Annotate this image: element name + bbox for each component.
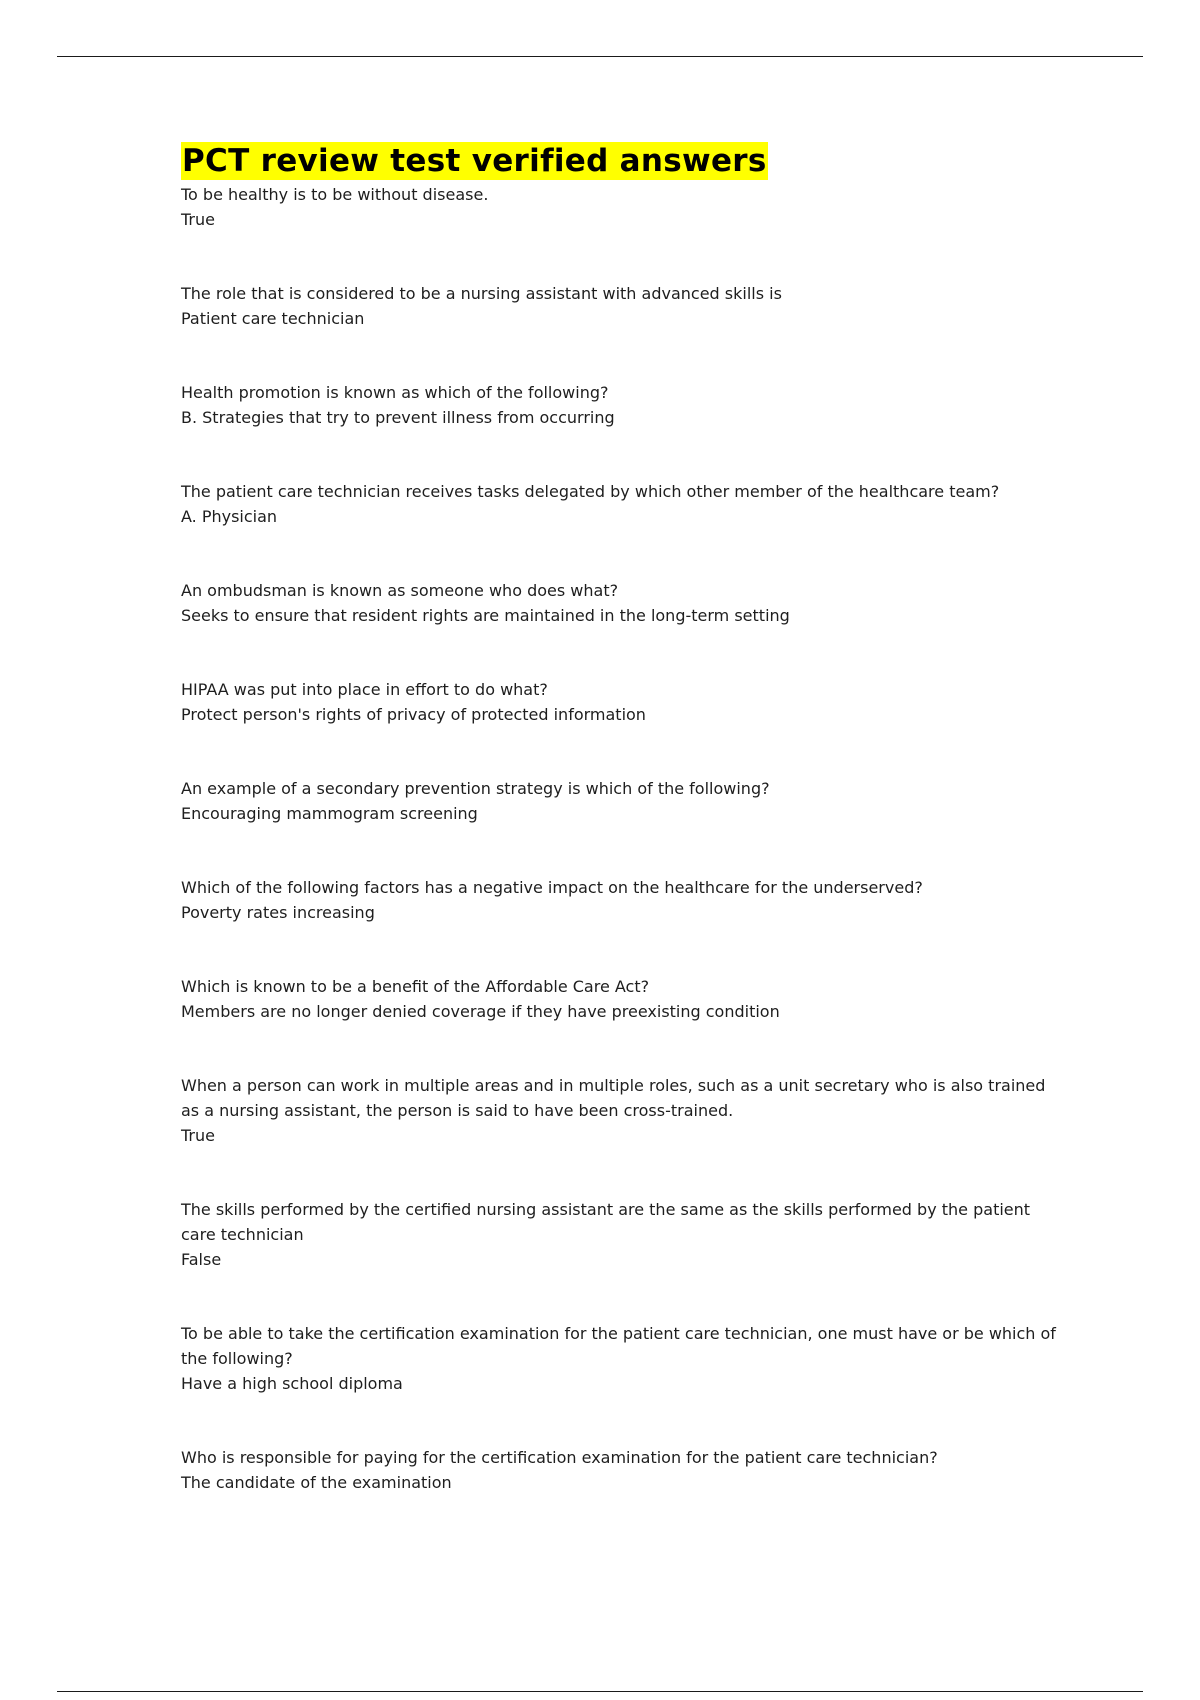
qa-item	[181, 1073, 1061, 1148]
question-text: HIPAA was put into place in effort to do what?	[181, 680, 548, 699]
question-text: The patient care technician receives tasks delegated by which other member of the healthcare team?	[181, 482, 1000, 501]
title-block	[181, 142, 1061, 182]
question-text: To be able to take the certification examination for the patient care technician, one must have or be which of the following?	[181, 1324, 1056, 1368]
answer-text: Members are no longer denied coverage if they have preexisting condition	[181, 1002, 780, 1021]
qa-item	[181, 578, 1061, 628]
answer-text: Have a high school diploma	[181, 1374, 403, 1393]
question-text: The skills performed by the certified nursing assistant are the same as the skills performed by the patient care technician	[181, 1200, 1031, 1244]
qa-item	[181, 1197, 1061, 1272]
qa-item	[181, 974, 1061, 1024]
answer-text: Poverty rates increasing	[181, 903, 375, 922]
answer-text: True	[181, 210, 215, 229]
document-body	[181, 142, 1061, 1495]
answer-text: Seeks to ensure that resident rights are maintained in the long-term setting	[181, 606, 790, 625]
qa-item	[181, 1321, 1061, 1396]
qa-list	[181, 182, 1061, 1495]
qa-item	[181, 281, 1061, 331]
answer-text: B. Strategies that try to prevent illness from occurring	[181, 408, 615, 427]
question-text: An ombudsman is known as someone who does what?	[181, 581, 619, 600]
qa-item	[181, 776, 1061, 826]
question-text: To be healthy is to be without disease.	[181, 185, 489, 204]
answer-text: Patient care technician	[181, 309, 365, 328]
page-top-rule	[57, 56, 1143, 57]
qa-item	[181, 479, 1061, 529]
question-text: Which is known to be a benefit of the Affordable Care Act?	[181, 977, 650, 996]
qa-item	[181, 182, 1061, 232]
answer-text: False	[181, 1250, 222, 1269]
document-title: PCT review test verified answers	[182, 143, 767, 179]
qa-item	[181, 1445, 1061, 1495]
answer-text: Protect person's rights of privacy of protected information	[181, 705, 646, 724]
page-bottom-rule	[57, 1691, 1143, 1692]
question-text: When a person can work in multiple areas and in multiple roles, such as a unit secretary who is also trained as a nursing assistant, the person is said to have been cross-trained.	[181, 1076, 1046, 1120]
question-text: Which of the following factors has a negative impact on the healthcare for the underserved?	[181, 878, 923, 897]
qa-item	[181, 380, 1061, 430]
question-text: The role that is considered to be a nursing assistant with advanced skills is	[181, 284, 782, 303]
answer-text: A. Physician	[181, 507, 278, 526]
question-text: An example of a secondary prevention strategy is which of the following?	[181, 779, 770, 798]
answer-text: The candidate of the examination	[181, 1473, 452, 1492]
qa-item	[181, 677, 1061, 727]
question-text: Who is responsible for paying for the certification examination for the patient care technician?	[181, 1448, 938, 1467]
answer-text: Encouraging mammogram screening	[181, 804, 478, 823]
qa-item	[181, 875, 1061, 925]
question-text: Health promotion is known as which of the following?	[181, 383, 609, 402]
answer-text: True	[181, 1126, 215, 1145]
